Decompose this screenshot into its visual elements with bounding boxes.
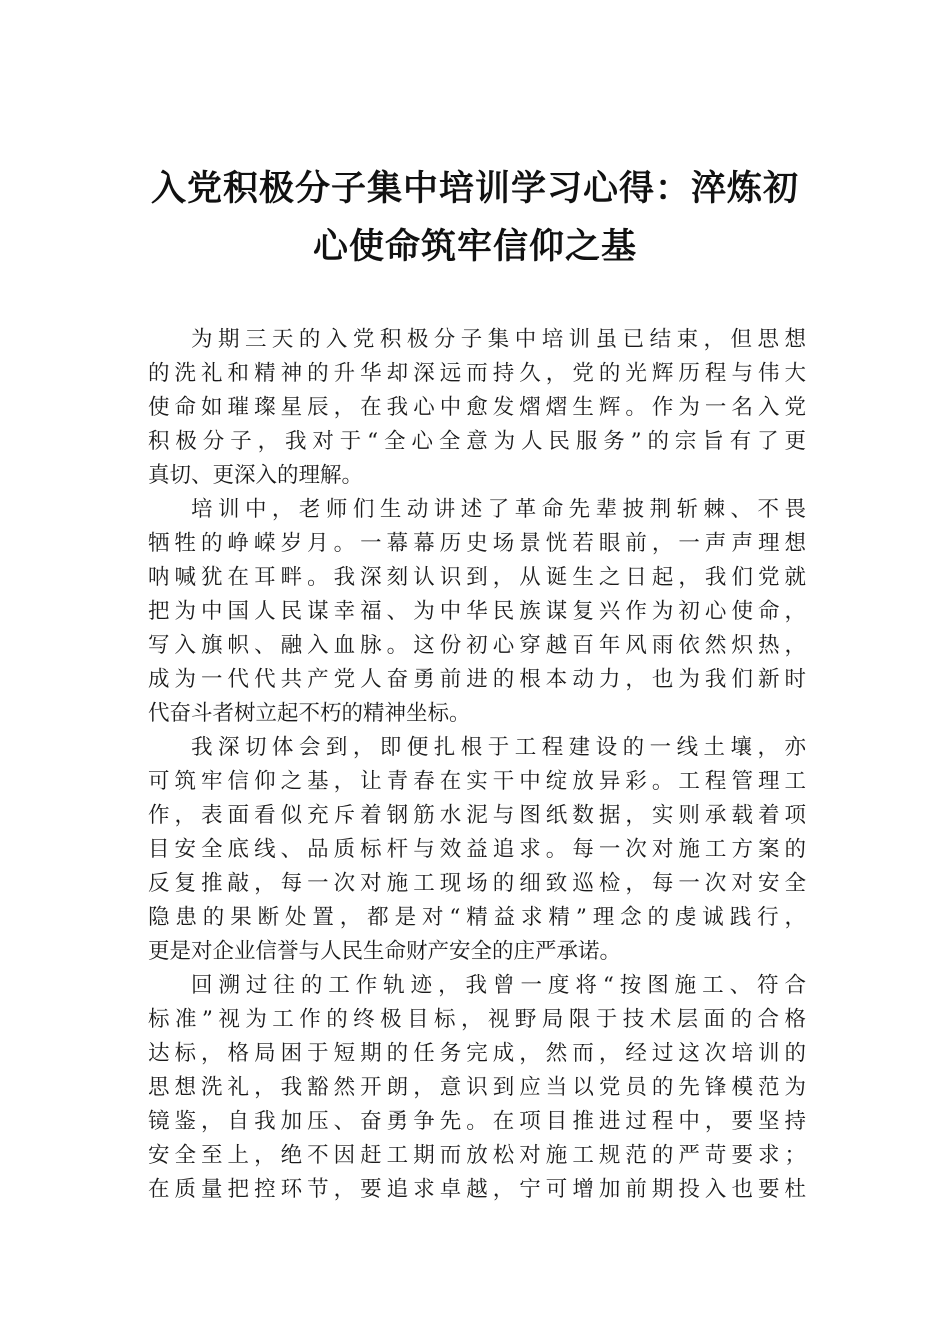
paragraph-3 bbox=[148, 731, 806, 969]
paragraph-line: 牺牲的峥嵘岁月。一幕幕历史场景恍若眼前，一声声理想 bbox=[148, 531, 806, 556]
paragraph-line: 标准”视为工作的终极目标，视野局限于技术层面的合格 bbox=[148, 1007, 806, 1032]
paragraph-line: 达标，格局困于短期的任务完成，然而，经过这次培训的 bbox=[148, 1041, 806, 1066]
paragraph-4 bbox=[148, 969, 806, 1207]
paragraph-line: 真切、更深入的理解。 bbox=[148, 463, 364, 488]
document-body bbox=[148, 323, 806, 1207]
paragraph-line: 在质量把控环节，要追求卓越，宁可增加前期投入也要杜 bbox=[148, 1177, 806, 1202]
paragraph-line: 安全至上，绝不因赶工期而放松对施工规范的严苛要求； bbox=[148, 1143, 806, 1168]
paragraph-line: 思想洗礼，我豁然开朗，意识到应当以党员的先锋模范为 bbox=[148, 1075, 806, 1100]
paragraph-line: 代奋斗者树立起不朽的精神坐标。 bbox=[148, 701, 471, 726]
paragraph-line: 镜鉴，自我加压、奋勇争先。在项目推进过程中，要坚持 bbox=[148, 1109, 806, 1134]
paragraph-line: 我深切体会到，即便扎根于工程建设的一线土壤，亦 bbox=[191, 735, 806, 760]
paragraph-line: 把为中国人民谋幸福、为中华民族谋复兴作为初心使命， bbox=[148, 599, 806, 624]
paragraph-line: 作，表面看似充斥着钢筋水泥与图纸数据，实则承载着项 bbox=[148, 803, 806, 828]
paragraph-line: 目安全底线、品质标杆与效益追求。每一次对施工方案的 bbox=[148, 837, 806, 862]
paragraph-line: 成为一代代共产党人奋勇前进的根本动力，也为我们新时 bbox=[148, 667, 806, 692]
paragraph-line: 写入旗帜、融入血脉。这份初心穿越百年风雨依然炽热， bbox=[148, 633, 806, 658]
paragraph-line: 呐喊犹在耳畔。我深刻认识到，从诞生之日起，我们党就 bbox=[148, 565, 806, 590]
paragraph-1 bbox=[148, 323, 806, 493]
paragraph-line: 为期三天的入党积极分子集中培训虽已结束，但思想 bbox=[191, 327, 806, 352]
paragraph-line: 隐患的果断处置，都是对“精益求精”理念的虔诚践行， bbox=[148, 905, 806, 930]
paragraph-line: 更是对企业信誉与人民生命财产安全的庄严承诺。 bbox=[148, 939, 622, 964]
paragraph-line: 的洗礼和精神的升华却深远而持久，党的光辉历程与伟大 bbox=[148, 361, 806, 386]
paragraph-line: 回溯过往的工作轨迹，我曾一度将“按图施工、符合 bbox=[191, 973, 806, 998]
document-title bbox=[150, 160, 800, 276]
title-line-1: 入党积极分子集中培训学习心得：淬炼初 bbox=[150, 168, 799, 209]
paragraph-line: 可筑牢信仰之基，让青春在实干中绽放异彩。工程管理工 bbox=[148, 769, 806, 794]
paragraph-line: 积极分子，我对于“全心全意为人民服务”的宗旨有了更 bbox=[148, 429, 806, 454]
paragraph-line: 培训中，老师们生动讲述了革命先辈披荆斩棘、不畏 bbox=[191, 497, 806, 522]
title-line-2: 心使命筑牢信仰之基 bbox=[312, 226, 637, 267]
paragraph-2 bbox=[148, 493, 806, 731]
paragraph-line: 使命如璀璨星辰，在我心中愈发熠熠生辉。作为一名入党 bbox=[148, 395, 806, 420]
paragraph-line: 反复推敲，每一次对施工现场的细致巡检，每一次对安全 bbox=[148, 871, 806, 896]
